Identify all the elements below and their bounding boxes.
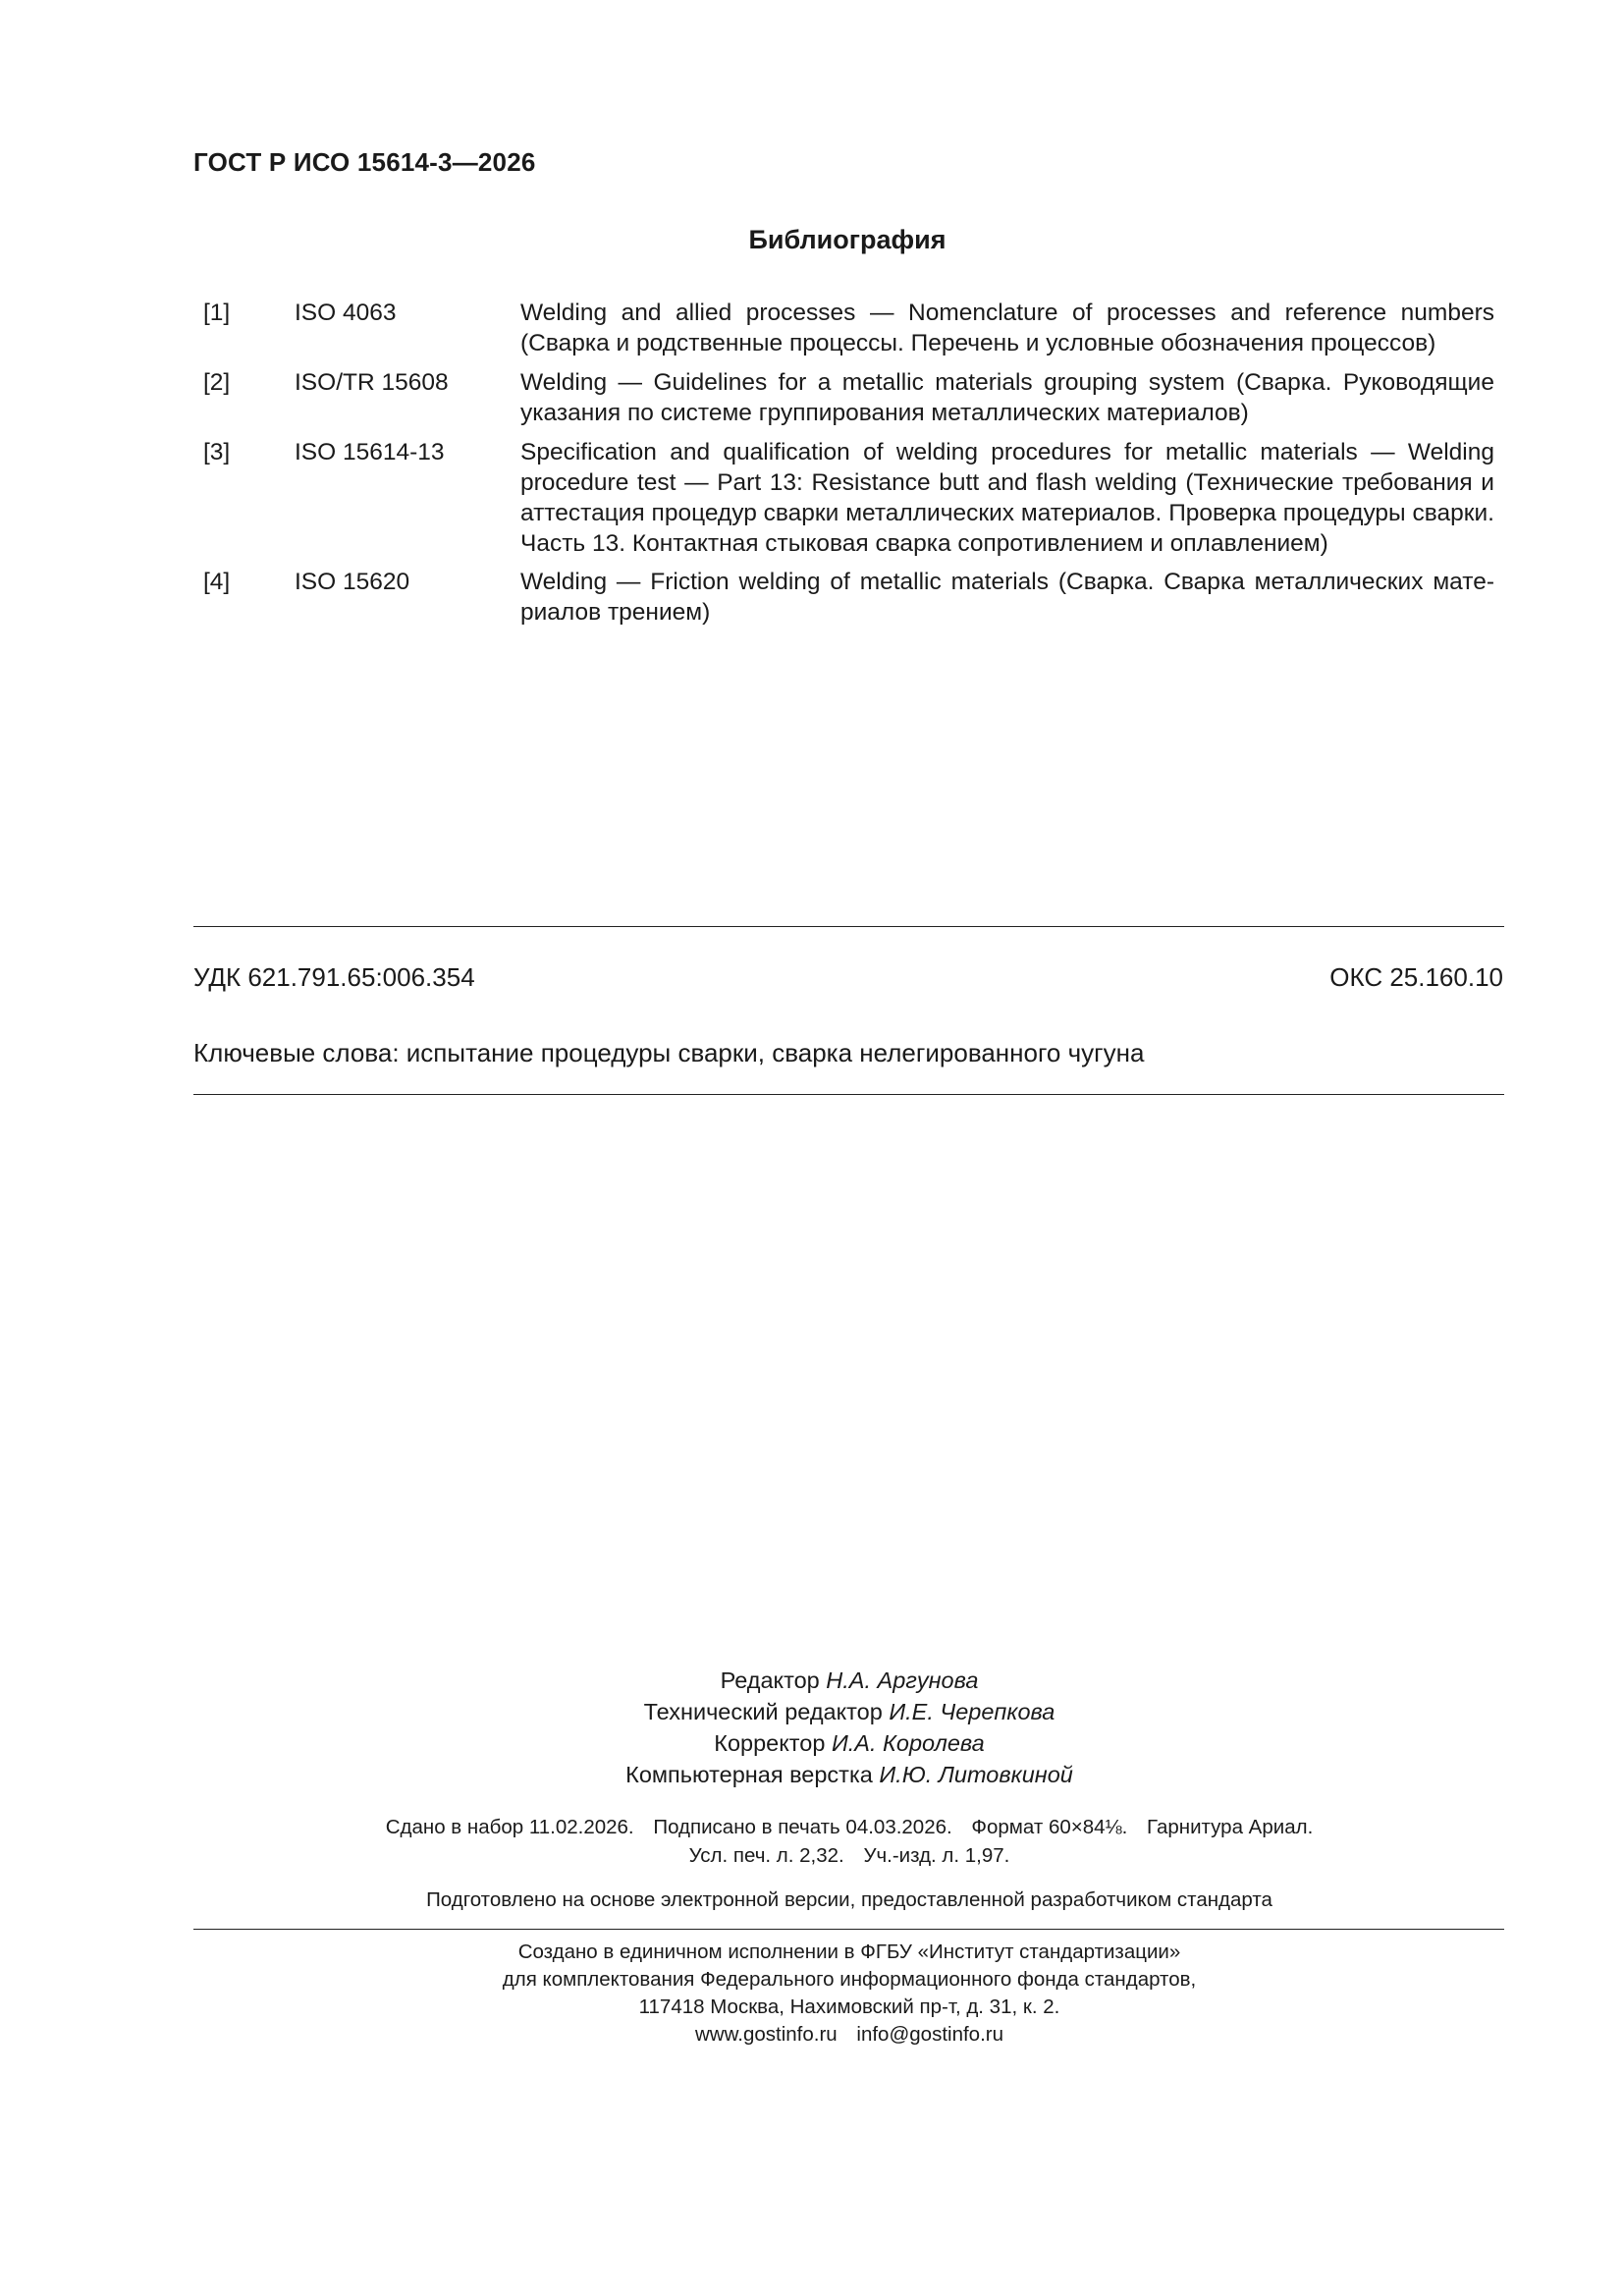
entry-description: Welding and allied processes — Nomenclature of processes and reference numbers (Сварка и родственные процессы. Перечень и условные обозначения процессов): [520, 300, 1494, 356]
credit-label: Компьютерная верстка: [625, 1762, 873, 1787]
credit-layout: [0, 1759, 1623, 1790]
imprint-signed: Подписано в печать 04.03.2026.: [653, 1816, 952, 1838]
imprint-line-1: [0, 1814, 1623, 1841]
footer-line-2: для комплектования Федерального информационного фонда стандартов,: [502, 1968, 1197, 1991]
udk-code: УДК 621.791.65:006.354: [193, 962, 475, 992]
footer-contacts: [0, 2021, 1623, 2050]
keywords-line: Ключевые слова: испытание процедуры сварки, сварка нелегированного чугуна: [193, 1038, 1145, 1067]
imprint-prepared-note: Подготовлено на основе электронной версии, предоставленной разработчиком стандарта: [426, 1888, 1272, 1911]
document-code-header: ГОСТ Р ИСО 15614-3—2026: [193, 147, 536, 177]
oks-code: ОКС 25.160.10: [1329, 962, 1503, 992]
credit-name: И.Е. Черепкова: [889, 1699, 1055, 1724]
entry-standard-code: ISO/TR 15608: [295, 369, 449, 396]
footer-website-link[interactable]: www.gostinfo.ru: [695, 2023, 838, 2046]
bibliography-title: Библиография: [748, 225, 947, 254]
entry-description: Welding — Friction welding of metallic materials (Сварка. Сварка металлических материалов трением): [520, 569, 1494, 626]
imprint-format: Формат 60×84⅛.: [971, 1816, 1128, 1838]
divider-top: [193, 926, 1504, 927]
credit-name: Н.А. Аргунова: [826, 1667, 979, 1693]
imprint-pub-sheets: Уч.-изд. л. 1,97.: [863, 1844, 1010, 1867]
entry-standard-code: ISO 15620: [295, 569, 410, 595]
footer-address: 117418 Москва, Нахимовский пр-т, д. 31, к. 2.: [638, 1995, 1060, 2018]
credit-label: Корректор: [714, 1730, 826, 1756]
credit-editor: [0, 1665, 1623, 1696]
imprint-print-sheets: Усл. печ. л. 2,32.: [688, 1844, 844, 1867]
footer-line-1: Создано в единичном исполнении в ФГБУ «Институт стандартизации»: [517, 1941, 1181, 1963]
entry-standard-code: ISO 4063: [295, 300, 397, 326]
credit-label: Технический редактор: [643, 1699, 883, 1724]
credit-name: И.Ю. Литовкиной: [879, 1762, 1073, 1787]
credit-corrector: [0, 1727, 1623, 1759]
imprint-line-2: [0, 1842, 1623, 1870]
credit-name: И.А. Королева: [831, 1730, 985, 1756]
entry-description: Welding — Guidelines for a metallic materials grouping system (Сварка. Руководящие указания по системе группирования металлических материалов): [520, 369, 1494, 426]
entry-number: [4]: [203, 569, 231, 595]
entry-number: [2]: [203, 369, 231, 396]
entry-number: [1]: [203, 300, 231, 326]
credit-tech-editor: [0, 1696, 1623, 1727]
divider-bottom: [193, 1929, 1504, 1930]
credit-label: Редактор: [720, 1667, 820, 1693]
entry-number: [3]: [203, 439, 231, 465]
imprint-typeface: Гарнитура Ариал.: [1147, 1816, 1314, 1838]
imprint-submitted: Сдано в набор 11.02.2026.: [385, 1816, 634, 1838]
footer-email-link[interactable]: info@gostinfo.ru: [856, 2023, 1003, 2046]
entry-description: Specification and qualification of welding procedures for metallic materials — Welding procedure test — Part 13: Resistance butt and flash welding (Технические требования и аттестация процедур сварки металлических материалов. Проверка процедуры сварки. Часть 13. Контактная стыковая сварка сопротивлением и оплавлением): [520, 439, 1494, 557]
entry-standard-code: ISO 15614-13: [295, 439, 445, 465]
divider-keywords: [193, 1094, 1504, 1095]
